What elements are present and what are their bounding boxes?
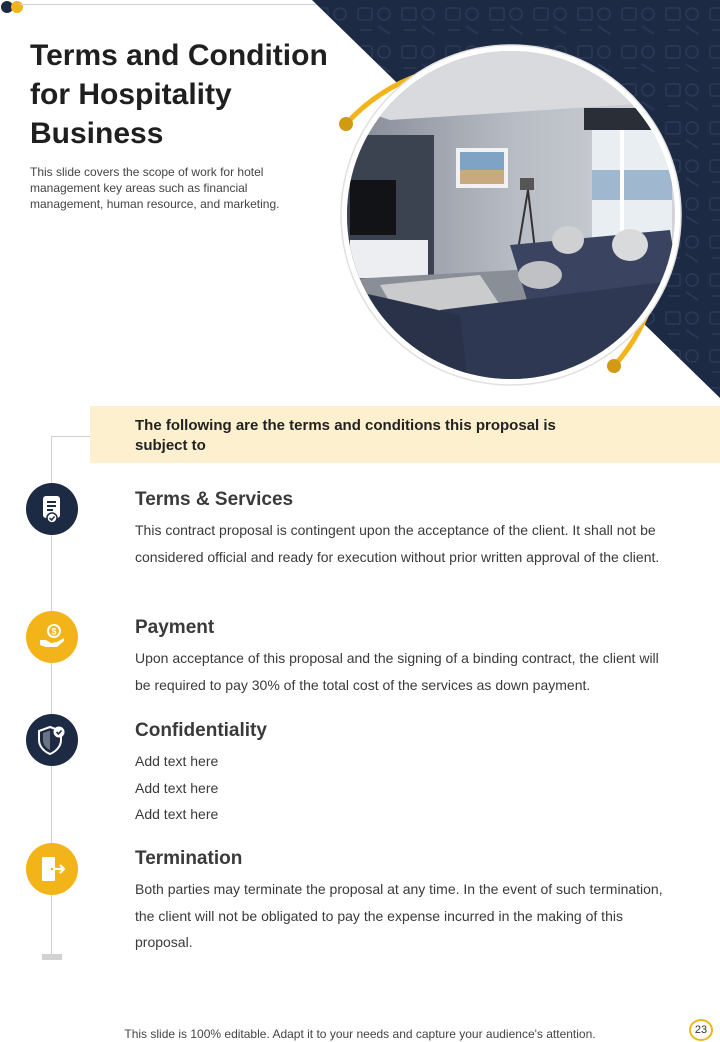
- section-heading: Confidentiality: [135, 720, 267, 741]
- page-number-badge: 23: [689, 1019, 713, 1041]
- placeholder-line: Add text here: [135, 779, 219, 796]
- section-termination: [135, 846, 670, 956]
- document-badge-icon: [26, 483, 78, 535]
- living-room-photo: [330, 30, 700, 400]
- page-subtitle: This slide covers the scope of work for hotel management key areas such as financial management, human resource, and marketing.: [30, 165, 280, 211]
- shield-check-icon: [26, 714, 78, 766]
- section-payment: [135, 615, 670, 698]
- hand-coin-icon: [26, 611, 78, 663]
- footer-note: This slide is 100% editable. Adapt it to your needs and capture your audience's attention.: [124, 1027, 596, 1041]
- section-confidentiality: [135, 718, 670, 828]
- section-terms-services: [135, 487, 670, 570]
- exit-door-icon: [26, 843, 78, 895]
- svg-text:$: $: [51, 626, 57, 637]
- page-title: Terms and Condition for Hospitality Business: [30, 39, 328, 150]
- intro-band: [90, 406, 720, 463]
- timeline-connector: [51, 436, 90, 437]
- section-heading: Termination: [135, 848, 243, 869]
- timeline-end-cap: [42, 954, 62, 960]
- section-body: This contract proposal is contingent upon the acceptance of the client. It shall not be considered official and ready for execution without prior written approval of the client.: [135, 522, 660, 565]
- intro-text: The following are the terms and conditions this proposal is subject to: [135, 417, 556, 454]
- section-heading: Terms & Services: [135, 489, 294, 510]
- placeholder-line: Add text here: [135, 753, 219, 769]
- placeholder-line: Add text here: [135, 806, 219, 822]
- section-heading: Payment: [135, 617, 215, 638]
- section-body: Upon acceptance of this proposal and the signing of a binding contract, the client will be required to pay 30% of the total cost of the services as down payment.: [135, 650, 659, 693]
- section-body: Both parties may terminate the proposal at any time. In the event of such termination, the client will not be obligated to pay the expense incurred in the making of this proposal.: [135, 881, 663, 950]
